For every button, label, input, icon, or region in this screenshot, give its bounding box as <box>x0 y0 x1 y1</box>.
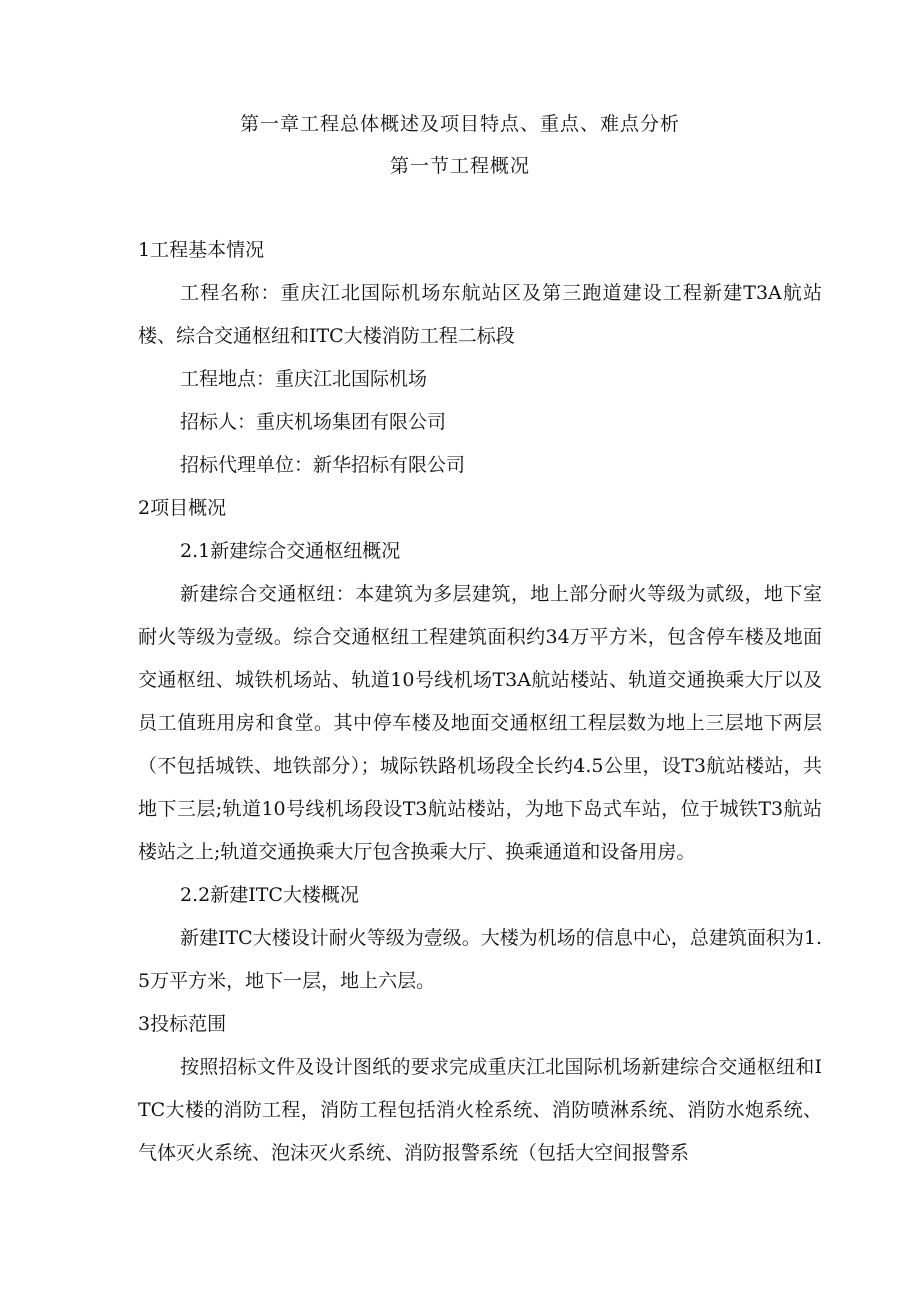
heading-bid-scope: 3投标范围 <box>138 1013 227 1035</box>
subheading-itc-building: 2.2新建ITC大楼概况 <box>180 884 359 906</box>
project-name: 工程名称：重庆江北国际机场东航站区及第三跑道建设工程新建T3A航站楼、综合交通枢纽和ITC大楼消防工程二标段 <box>138 282 822 347</box>
transport-hub-text: 新建综合交通枢纽：本建筑为多层建筑，地上部分耐火等级为贰级，地下室耐火等级为壹级。综合交通枢纽工程建筑面积约34万平方米，包含停车楼及地面交通枢纽、城铁机场站、轨道10号线机场T3A航站楼站、轨道交通换乘大厅以及员工值班用房和食堂。其中停车楼及地面交通枢纽工程层数为地上三层地下两层（不包括城铁、地铁部分）；城际铁路机场段全长约4.5公里，设T3航站楼站，共地下三层;轨道10号线机场段设T3航站楼站，为地下岛式车站，位于城铁T3航站楼站之上;轨道交通换乘大厅包含换乘大厅、换乘通道和设备用房。 <box>138 583 822 863</box>
tenderer: 招标人：重庆机场集团有限公司 <box>180 411 447 433</box>
itc-building-text: 新建ITC大楼设计耐火等级为壹级。大楼为机场的信息中心，总建筑面积为1.5万平方米，地下一层，地上六层。 <box>138 927 822 992</box>
project-location: 工程地点：重庆江北国际机场 <box>180 368 428 390</box>
document-body <box>138 229 822 1175</box>
heading-project-overview: 2项目概况 <box>138 497 227 519</box>
chapter-title: 第一章工程总体概述及项目特点、重点、难点分析 <box>239 113 680 135</box>
section-title: 第一节工程概况 <box>389 155 530 177</box>
tender-agent: 招标代理单位：新华招标有限公司 <box>180 454 466 476</box>
heading-basic-info: 1工程基本情况 <box>138 239 265 261</box>
subheading-transport-hub: 2.1新建综合交通枢纽概况 <box>180 540 401 562</box>
bid-scope-text: 按照招标文件及设计图纸的要求完成重庆江北国际机场新建综合交通枢纽和ITC大楼的消防工程，消防工程包括消火栓系统、消防喷淋系统、消防水炮系统、气体灭火系统、泡沫灭火系统、消防报警系统（包括大空间报警系 <box>138 1056 822 1164</box>
